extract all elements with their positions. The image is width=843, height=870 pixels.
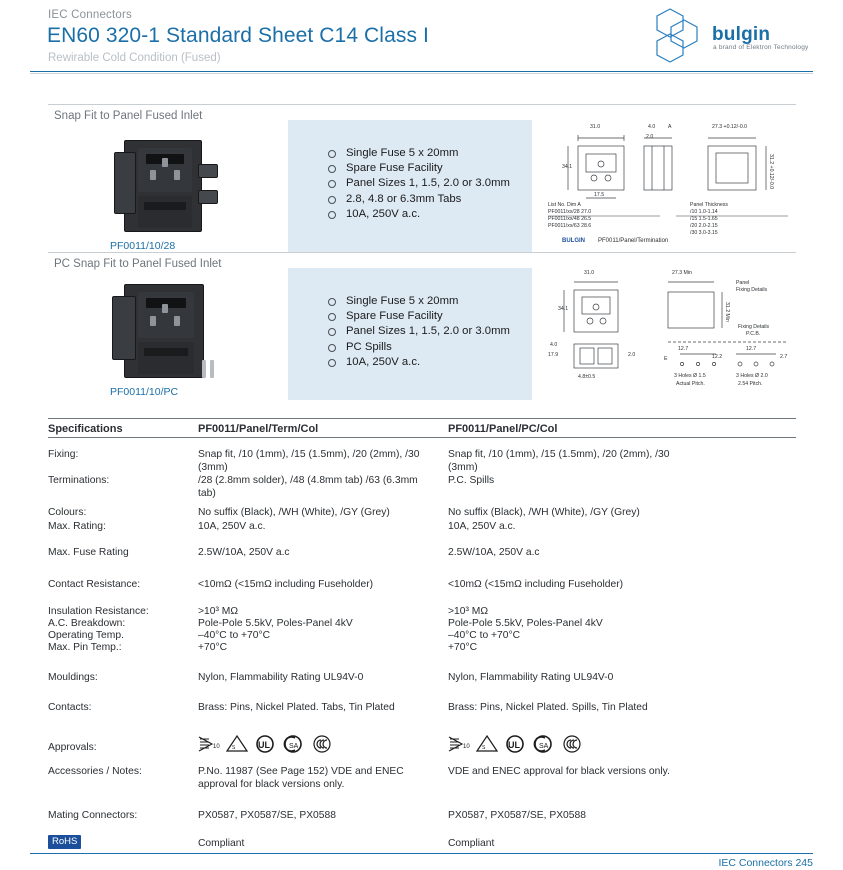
dim-31-2: 31.2 +0.12/-0.0 — [768, 154, 774, 190]
panel-thickness-title: Panel Thickness — [690, 202, 728, 208]
row-value-a: <10mΩ (<15mΩ including Fuseholder) — [198, 579, 374, 590]
drawing-table-row: PF0011/xx/28 27.0 — [548, 209, 592, 215]
dim-31-2-min: 31.2 Min — [724, 302, 730, 322]
table-row-approvals — [48, 735, 796, 765]
table-row — [48, 506, 796, 520]
dim-27-3-min: 27.3 Min — [672, 270, 692, 276]
row-value-a: No suffix (Black), /WH (White), /GY (Grey) — [198, 507, 390, 518]
ccc-mark-icon — [310, 735, 332, 752]
row-label: Operating Temp. — [48, 630, 124, 641]
row-label: Contact Resistance: — [48, 579, 141, 590]
list-item: Spare Fuse Facility — [326, 161, 526, 175]
product-2-photo — [48, 272, 288, 398]
row-value-a: Compliant — [198, 838, 245, 849]
dim-2-7: 2.7 — [780, 354, 788, 360]
table-row — [48, 671, 796, 701]
row-value-b: 10A, 250V a.c. — [448, 521, 516, 532]
spec-col-header-b: PF0011/Panel/PC/Col — [448, 423, 558, 435]
logo-wordmark: bulgin — [712, 24, 771, 45]
row-label: Max. Pin Temp.: — [48, 642, 122, 653]
row-value-a: 10A, 250V a.c. — [198, 521, 266, 532]
table-row — [48, 546, 796, 578]
row-value-b: Snap fit, /10 (1mm), /15 (1.5mm), /20 (2mm), /30 (3mm) — [448, 449, 670, 473]
status-badge: RoHS — [48, 835, 81, 849]
list-item: Spare Fuse Facility — [326, 309, 526, 323]
row-label: Colours: — [48, 507, 87, 518]
row-value-a: Brass: Pins, Nickel Plated. Tabs, Tin Plated — [198, 702, 395, 713]
dim-4-0: 4.0 — [550, 342, 558, 348]
vde-10-mark-icon — [448, 735, 470, 752]
row-value-a: +70°C — [198, 642, 228, 653]
row-value-a: Snap fit, /10 (1mm), /15 (1.5mm), /20 (2mm), /30 (3mm) — [198, 449, 420, 473]
row-value-b: Compliant — [448, 838, 495, 849]
label-fixing-details-2: Fixing Details — [738, 324, 770, 330]
vde-10-mark-icon — [198, 735, 220, 752]
drawing-table-row: PF0011/xx/63 28.6 — [548, 223, 592, 229]
row-value-a: >10³ MΩ — [198, 606, 239, 617]
bulgin-logo — [650, 6, 815, 64]
product-1-features-pane — [288, 120, 532, 252]
spec-col-header-a: PF0011/Panel/Term/Col — [198, 423, 319, 435]
panel-thickness-row: /30 3.0-3.15 — [690, 230, 718, 236]
dim-2-0: 2.0 — [646, 134, 654, 140]
row-value-a: Nylon, Flammability Rating UL94V-0 — [198, 672, 364, 683]
header-subtitle: Rewirable Cold Condition (Fused) — [48, 52, 221, 64]
panel-thickness-row: /20 2.0-2.15 — [690, 223, 718, 229]
table-row — [48, 641, 796, 671]
row-value-a: Pole-Pole 5.5kV, Poles-Panel 4kV — [198, 618, 353, 629]
dim-17-5: 17.5 — [594, 192, 605, 198]
approval-marks-b — [448, 735, 582, 752]
spec-header-row — [48, 418, 796, 438]
product-block-2 — [48, 258, 796, 398]
dim-4-0: 4.0 — [648, 124, 656, 130]
drawing-caption: PF0011/Panel/Termination — [598, 238, 669, 244]
table-row — [48, 474, 796, 506]
product-1-bullet-list — [326, 146, 526, 222]
row-value-b: No suffix (Black), /WH (White), /GY (Grey) — [448, 507, 640, 518]
product-2-title: PC Snap Fit to Panel Fused Inlet — [54, 258, 222, 270]
svg-text:10: 10 — [213, 744, 220, 750]
table-row — [48, 520, 796, 546]
specifications-table — [48, 418, 796, 855]
row-value-a: 2.5W/10A, 250V a.c — [198, 547, 290, 558]
panel-thickness-row: /15 1.5-1.65 — [690, 216, 718, 222]
list-item: Single Fuse 5 x 20mm — [326, 294, 526, 308]
product-1-top-rule — [48, 104, 796, 105]
table-row — [48, 765, 796, 809]
ccc-mark-icon — [560, 735, 582, 752]
dim-12-7: 12.7 — [678, 346, 689, 352]
label-pcb: P.C.B. — [746, 331, 761, 337]
label-3-holes-1-5: 3 Holes Ø 1.5 — [674, 373, 706, 379]
row-value-b: 2.5W/10A, 250V a.c — [448, 547, 540, 558]
product-1-photo — [48, 124, 288, 250]
product-1-part-number[interactable]: PF0011/10/28 — [110, 240, 176, 252]
dim-12-2: 12.2 — [712, 354, 723, 360]
row-label: Contacts: — [48, 702, 92, 713]
drawing-table-title: List No. Dim A — [548, 202, 581, 208]
dim-17-9: 17.9 — [548, 352, 559, 358]
svg-text:UL: UL — [258, 740, 270, 750]
spec-col-header-label: Specifications — [48, 423, 123, 435]
semko-mark-icon — [226, 735, 248, 752]
row-label: Approvals: — [48, 742, 97, 753]
dim-a: A — [668, 124, 672, 130]
label-actual-pitch: Actual Pitch. — [676, 381, 705, 387]
table-row — [48, 605, 796, 617]
row-value-b: +70°C — [448, 642, 478, 653]
row-value-a: PX0587, PX0587/SE, PX0588 — [198, 810, 336, 821]
row-value-b: –40°C to +70°C — [448, 630, 521, 641]
panel-thickness-row: /10 1.0-1.14 — [690, 209, 718, 215]
list-item: 10A, 250V a.c. — [326, 355, 526, 369]
label-panel: Panel — [736, 280, 750, 286]
row-label: Mating Connectors: — [48, 810, 138, 821]
label-e: E — [664, 356, 668, 362]
row-label: Mouldings: — [48, 672, 98, 683]
row-value-a: P.No. 11987 (See Page 152) VDE and ENEC approval for black versions only. — [198, 766, 404, 790]
dim-31-0: 31.0 — [590, 124, 601, 130]
dim-34-1: 34.1 — [562, 164, 573, 170]
csa-mark-icon — [282, 735, 304, 752]
dim-2-0: 2.0 — [628, 352, 636, 358]
ul-mark-icon — [254, 735, 276, 752]
label-3-holes-2-0: 3 Holes Ø 2.0 — [736, 373, 768, 379]
product-2-drawing — [540, 268, 796, 400]
row-label: Max. Fuse Rating — [48, 547, 129, 558]
header-divider — [30, 71, 813, 72]
dim-34-1: 34.1 — [558, 306, 569, 312]
row-value-a: /28 (2.8mm solder), /48 (4.8mm tab) /63 (6.3mm tab) — [198, 475, 418, 499]
svg-text:UL: UL — [508, 740, 520, 750]
list-item: 2.8, 4.8 or 6.3mm Tabs — [326, 192, 526, 206]
row-label: Max. Rating: — [48, 521, 106, 532]
svg-text:S: S — [232, 745, 236, 751]
drawing-table-row: PF0011/xx/48 26.5 — [548, 216, 592, 222]
logo-tagline: a brand of Elektron Technology — [713, 44, 809, 51]
row-value-b: Nylon, Flammability Rating UL94V-0 — [448, 672, 614, 683]
dim-12-7-b: 12.7 — [746, 346, 757, 352]
label-254-pitch: 2.54 Pitch. — [738, 381, 763, 387]
dim-4-8: 4.8±0.5 — [578, 374, 596, 380]
header-divider-secondary — [30, 73, 813, 74]
svg-text:10: 10 — [463, 744, 470, 750]
table-row — [48, 701, 796, 735]
csa-mark-icon — [532, 735, 554, 752]
row-label: A.C. Breakdown: — [48, 618, 126, 629]
page-title: EN60 320-1 Standard Sheet C14 Class I — [47, 24, 429, 47]
list-item: Panel Sizes 1, 1.5, 2.0 or 3.0mm — [326, 324, 526, 338]
svg-text:S: S — [482, 745, 486, 751]
product-block-1 — [48, 110, 796, 250]
table-row — [48, 578, 796, 605]
label-fixing-details: Fixing Details — [736, 287, 768, 293]
row-value-b: >10³ MΩ — [448, 606, 489, 617]
list-item: Single Fuse 5 x 20mm — [326, 146, 526, 160]
product-1-drawing — [540, 120, 796, 252]
product-1-title: Snap Fit to Panel Fused Inlet — [54, 110, 203, 122]
dim-31-0: 31.0 — [584, 270, 595, 276]
footer-divider — [30, 853, 813, 854]
ul-mark-icon — [504, 735, 526, 752]
table-row — [48, 629, 796, 641]
row-label: Accessories / Notes: — [48, 766, 142, 777]
drawing-brand-caption: BULGIN — [562, 238, 585, 244]
table-row — [48, 448, 796, 474]
dim-27-3: 27.3 +0.12/-0.0 — [712, 124, 748, 130]
row-value-b: <10mΩ (<15mΩ including Fuseholder) — [448, 579, 624, 590]
approval-marks-a — [198, 735, 332, 752]
table-row — [48, 617, 796, 629]
spec-rule-top — [48, 418, 796, 419]
row-value-b: PX0587, PX0587/SE, PX0588 — [448, 810, 586, 821]
list-item: Panel Sizes 1, 1.5, 2.0 or 3.0mm — [326, 176, 526, 190]
list-item: PC Spills — [326, 340, 526, 354]
header-eyebrow: IEC Connectors — [48, 9, 132, 21]
row-label: Insulation Resistance: — [48, 606, 149, 617]
list-item: 10A, 250V a.c. — [326, 207, 526, 221]
product-2-part-number[interactable]: PF0011/10/PC — [110, 386, 179, 398]
row-label: Fixing: — [48, 449, 79, 460]
svg-text:SA: SA — [539, 743, 549, 750]
spec-rule-bottom — [48, 437, 796, 438]
footer-text: IEC Connectors 245 — [718, 857, 813, 869]
row-value-a: –40°C to +70°C — [198, 630, 271, 641]
page-header — [0, 0, 843, 72]
product-2-top-rule — [48, 252, 796, 253]
row-value-b: P.C. Spills — [448, 475, 495, 486]
row-value-b: Brass: Pins, Nickel Plated. Spills, Tin Plated — [448, 702, 648, 713]
product-2-features-pane — [288, 268, 532, 400]
table-row-rohs — [48, 835, 796, 855]
row-value-b: Pole-Pole 5.5kV, Poles-Panel 4kV — [448, 618, 603, 629]
logo-hexagon-icon — [650, 6, 710, 64]
product-2-bullet-list — [326, 294, 526, 370]
row-label: Terminations: — [48, 475, 110, 486]
semko-mark-icon — [476, 735, 498, 752]
table-row — [48, 809, 796, 835]
svg-text:SA: SA — [289, 743, 299, 750]
row-value-b: VDE and ENEC approval for black versions only. — [448, 766, 670, 777]
